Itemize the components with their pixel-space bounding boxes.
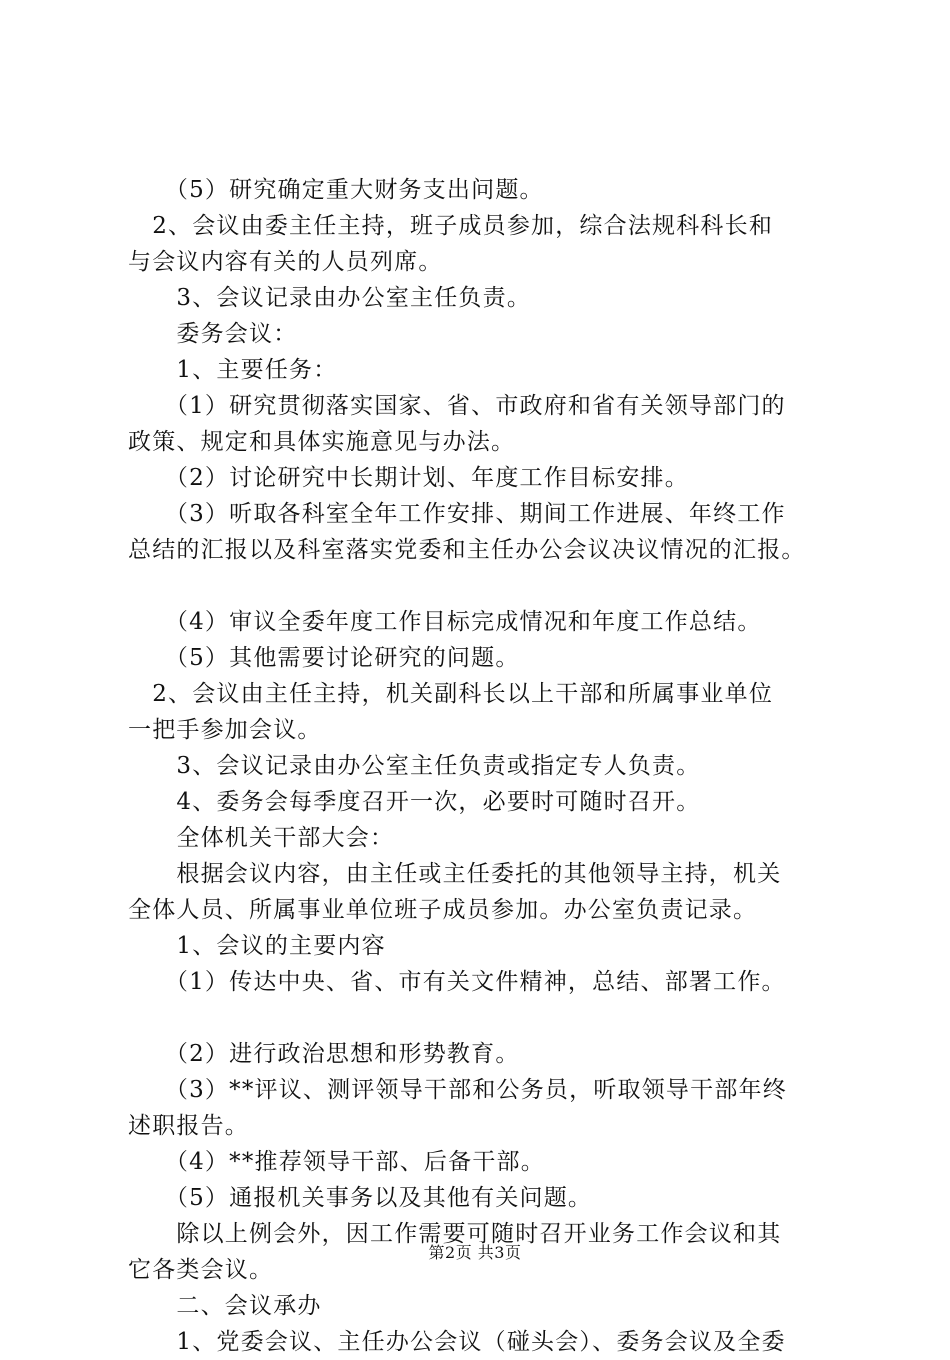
- text-line: 述职报告。: [128, 1113, 249, 1139]
- text-line: 一把手参加会议。: [128, 717, 322, 743]
- document-body: [128, 172, 848, 1360]
- page-footer: 第2页 共3页: [428, 1243, 522, 1262]
- text-line: （1）传达中央、省、市有关文件精神，总结、部署工作。: [128, 969, 786, 995]
- text-line: 与会议内容有关的人员列席。: [128, 249, 443, 275]
- text-line: 除以上例会外，因工作需要可随时召开业务工作会议和其: [128, 1221, 782, 1247]
- text-line: （5）其他需要讨论研究的问题。: [128, 645, 520, 671]
- text-line: 2、会议由主任主持，机关副科长以上干部和所属事业单位: [128, 681, 774, 707]
- text-line: （5）通报机关事务以及其他有关问题。: [128, 1185, 593, 1211]
- text-line: 它各类会议。: [128, 1257, 274, 1283]
- text-line: （5）研究确定重大财务支出问题。: [128, 177, 544, 203]
- text-line: 委务会议：: [128, 321, 298, 347]
- text-line: （4）审议全委年度工作目标完成情况和年度工作总结。: [128, 609, 762, 635]
- text-line: （1）研究贯彻落实国家、省、市政府和省有关领导部门的: [128, 393, 786, 419]
- text-line: 3、会议记录由办公室主任负责或指定专人负责。: [128, 753, 701, 779]
- text-line: （2）讨论研究中长期计划、年度工作目标安排。: [128, 465, 689, 491]
- text-line: 二、会议承办: [128, 1293, 322, 1319]
- text-line: （3）**评议、测评领导干部和公务员，听取领导干部年终: [128, 1077, 787, 1103]
- text-line: 2、会议由委主任主持，班子成员参加，综合法规科科长和: [128, 213, 774, 239]
- text-line: 1、主要任务：: [128, 357, 338, 383]
- text-line: （3）听取各科室全年工作安排、期间工作进展、年终工作: [128, 501, 786, 527]
- text-line: 1、党委会议、主任办公会议（碰头会）、委务会议及全委: [128, 1329, 786, 1355]
- blank-line: [128, 568, 848, 604]
- text-line: 全体人员、所属事业单位班子成员参加。办公室负责记录。: [128, 897, 758, 923]
- text-line: 1、会议的主要内容: [128, 933, 386, 959]
- text-line: （2）进行政治思想和形势教育。: [128, 1041, 520, 1067]
- text-line: 4、委务会每季度召开一次，必要时可随时召开。: [128, 789, 701, 815]
- text-line: 全体机关干部大会：: [128, 825, 395, 851]
- text-line: 3、会议记录由办公室主任负责。: [128, 285, 532, 311]
- text-line: 根据会议内容，由主任或主任委托的其他领导主持，机关: [128, 861, 782, 887]
- text-line: 总结的汇报以及科室落实党委和主任办公会议决议情况的汇报。: [128, 537, 806, 563]
- text-line: （4）**推荐领导干部、后备干部。: [128, 1149, 545, 1175]
- blank-line: [128, 1000, 848, 1036]
- text-line: 政策、规定和具体实施意见与办法。: [128, 429, 516, 455]
